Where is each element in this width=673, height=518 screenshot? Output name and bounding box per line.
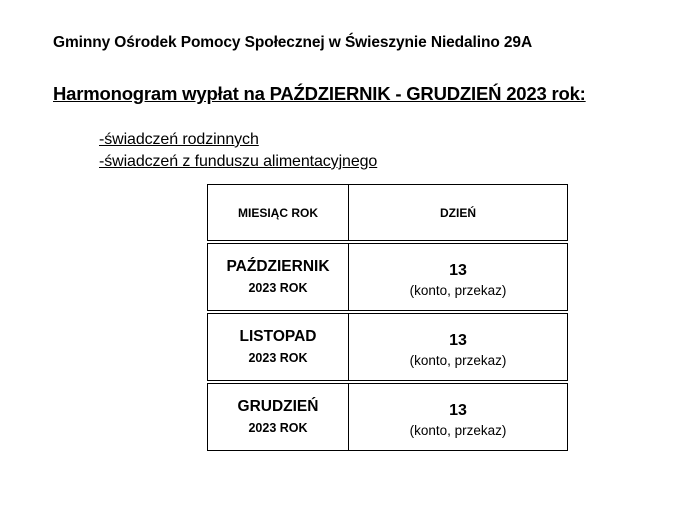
payment-method-note: (konto, przekaz) (409, 283, 507, 298)
payment-day: 13 (449, 262, 467, 279)
organization-title: Gminny Ośrodek Pomocy Społecznej w Świeszynie Niedalino 29A (53, 34, 533, 51)
payment-method-note: (konto, przekaz) (409, 423, 507, 438)
table-row (208, 312, 568, 382)
table-header-row (208, 185, 568, 243)
month-year: 2023 ROK (248, 421, 308, 435)
benefit-list (99, 129, 377, 173)
month-name: PAŹDZIERNIK (226, 258, 330, 275)
day-cell (349, 242, 568, 312)
month-cell (208, 382, 349, 451)
month-name: LISTOPAD (239, 328, 317, 345)
day-column-header: DZIEŃ (349, 185, 568, 243)
month-column-header: MIESIĄC ROK (208, 185, 349, 243)
payment-method-note: (konto, przekaz) (409, 353, 507, 368)
payment-day: 13 (449, 332, 467, 349)
benefit-item-alimony: -świadczeń z funduszu alimentacyjnego (99, 153, 378, 170)
payment-day: 13 (449, 402, 467, 419)
month-year: 2023 ROK (248, 281, 308, 295)
month-cell (208, 242, 349, 312)
table-row (208, 242, 568, 312)
month-name: GRUDZIEŃ (237, 398, 319, 415)
table-row (208, 382, 568, 451)
benefit-item-family: -świadczeń rodzinnych (99, 131, 259, 148)
schedule-title: Harmonogram wypłat na PAŹDZIERNIK - GRUDZIEŃ 2023 rok: (53, 83, 586, 104)
day-cell (349, 382, 568, 451)
payment-schedule-table (207, 184, 568, 451)
day-cell (349, 312, 568, 382)
month-year: 2023 ROK (248, 351, 308, 365)
month-cell (208, 312, 349, 382)
